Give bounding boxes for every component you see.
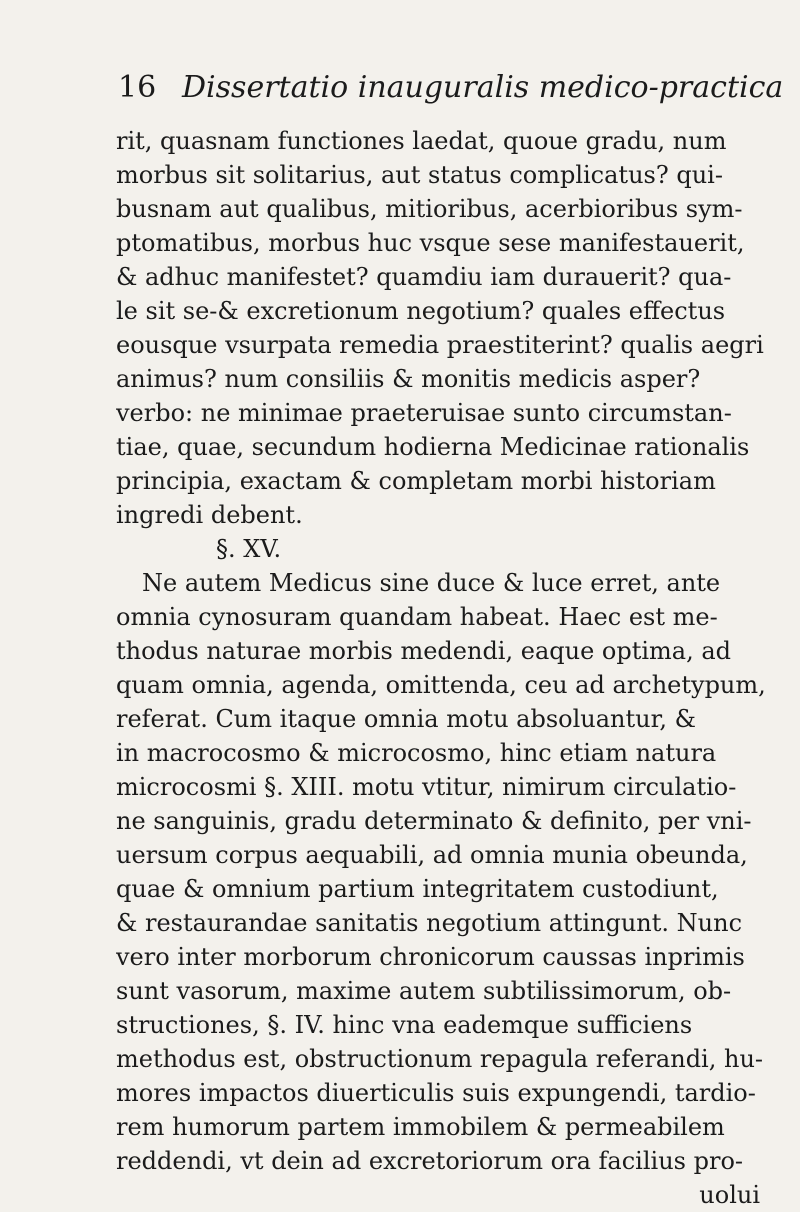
text-line: sunt vasorum, maxime autem subtilissimorum, ob-: [116, 977, 732, 1005]
text-line: reddendi, vt dein ad excretoriorum ora facilius pro-: [116, 1147, 743, 1175]
text-line: referat. Cum itaque omnia motu absoluantur, &: [116, 705, 697, 733]
paragraph-2: [116, 566, 766, 1178]
text-line: & restaurandae sanitatis negotium attingunt. Nunc: [116, 909, 743, 937]
text-line: structiones, §. IV. hinc vna eademque sufficiens: [116, 1011, 693, 1039]
text-line: le sit se-& excretionum negotium? quales effectus: [116, 297, 726, 325]
text-line: rit, quasnam functiones laedat, quoue gradu, num: [116, 127, 727, 155]
text-line: microcosmi §. XIII. motu vtitur, nimirum circulatio-: [116, 773, 737, 801]
text-line: methodus est, obstructionum repagula referandi, hu-: [116, 1045, 764, 1073]
text-line: ptomatibus, morbus huc vsque sese manifestauerit,: [116, 229, 745, 257]
running-title: Dissertatio inauguralis medico-practica: [182, 70, 784, 105]
paragraph-1: [116, 124, 766, 532]
text-line: & adhuc manifestet? quamdiu iam durauerit? qua-: [116, 263, 732, 291]
text-line: principia, exactam & completam morbi historiam: [116, 467, 716, 495]
text-line: thodus naturae morbis medendi, eaque optima, ad: [116, 637, 732, 665]
text-line: in macrocosmo & microcosmo, hinc etiam natura: [116, 739, 717, 767]
text-line: uersum corpus aequabili, ad omnia munia obeunda,: [116, 841, 748, 869]
text-line: quam omnia, agenda, omittenda, ceu ad archetypum,: [116, 671, 766, 699]
text-line: quae & omnium partium integritatem custodiunt,: [116, 875, 719, 903]
body-text: [116, 124, 766, 1212]
text-line: morbus sit solitarius, aut status complicatus? qui-: [116, 161, 723, 189]
section-heading: §. XV.: [216, 535, 282, 563]
text-line: tiae, quae, secundum hodierna Medicinae rationalis: [116, 433, 750, 461]
page-header: [118, 68, 784, 108]
text-line: animus? num consiliis & monitis medicis asper?: [116, 365, 701, 393]
catchword: uolui: [699, 1181, 760, 1209]
text-line: Ne autem Medicus sine duce & luce erret, ante: [142, 569, 721, 597]
text-line: eousque vsurpata remedia praestiterint? qualis aegri: [116, 331, 764, 359]
text-line: vero inter morborum chronicorum caussas inprimis: [116, 943, 745, 971]
text-line: busnam aut qualibus, mitioribus, acerbioribus sym-: [116, 195, 743, 223]
text-line: ingredi debent.: [116, 501, 303, 529]
text-line: verbo: ne minimae praeteruisae sunto circumstan-: [116, 399, 732, 427]
text-line: rem humorum partem immobilem & permeabilem: [116, 1113, 725, 1141]
page-number: 16: [118, 70, 157, 105]
text-line: omnia cynosuram quandam habeat. Haec est me-: [116, 603, 718, 631]
text-line: mores impactos diuerticulis suis expungendi, tardio-: [116, 1079, 756, 1107]
text-line: ne sanguinis, gradu determinato & definito, per vni-: [116, 807, 752, 835]
